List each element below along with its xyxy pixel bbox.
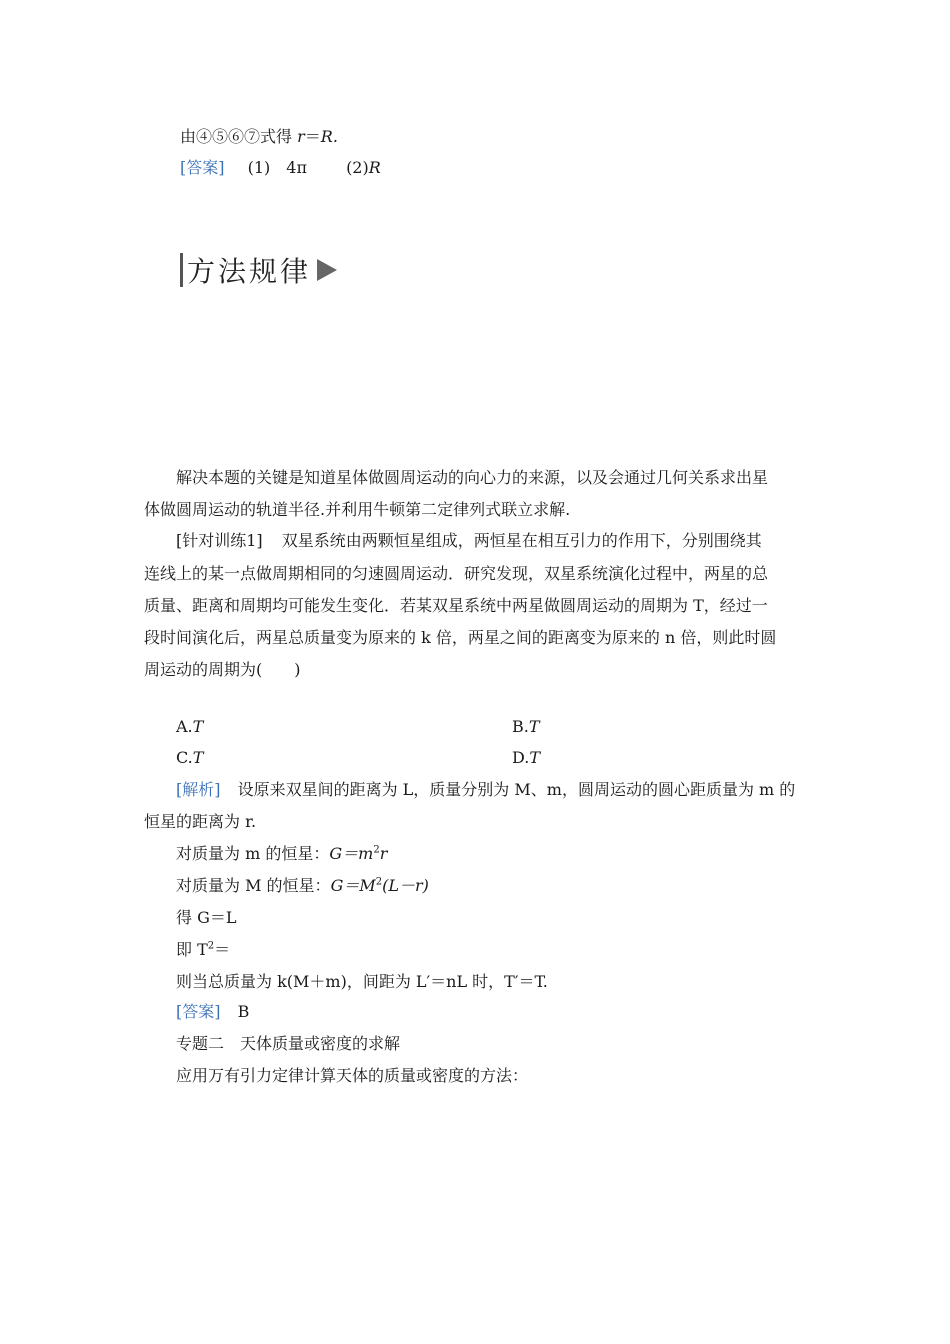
- option-b-letter: B.: [512, 717, 529, 736]
- equation-1: [176, 844, 387, 864]
- derivation-r: r: [297, 127, 305, 146]
- method-line-2: 体做圆周运动的轨道半径.并利用牛顿第二定律列式联立求解.: [144, 500, 571, 519]
- equation-4-prefix: 即 T: [176, 940, 208, 959]
- option-d: [512, 748, 540, 768]
- derivation-line: [180, 127, 338, 147]
- option-c-letter: C.: [176, 748, 193, 767]
- practice-line-4: 段时间演化后，两星总质量变为原来的 k 倍，两星之间的距离变为原来的 n 倍，则此时圆: [144, 628, 777, 647]
- option-d-value: T: [529, 748, 541, 767]
- derivation-prefix: 由④⑤⑥⑦式得: [180, 127, 298, 146]
- practice-line-3: 质量、距离和周期均可能发生变化．若某双星系统中两星做圆周运动的周期为 T，经过一: [144, 596, 768, 615]
- answer-line-1: [180, 158, 381, 178]
- equation-1-prefix: 对质量为 m 的恒星：: [176, 844, 330, 863]
- equation-1-sup: 2: [373, 844, 380, 856]
- practice-tag: [针对训练1]: [176, 531, 263, 550]
- heading-bar: [180, 253, 183, 287]
- option-c-value: T: [192, 748, 204, 767]
- play-triangle-icon: [317, 259, 337, 281]
- answer-2-value: B: [237, 1002, 250, 1021]
- equation-2-tail: (L－r): [382, 876, 429, 895]
- practice-line-2: 连线上的某一点做周期相同的匀速圆周运动．研究发现，双星系统演化过程中，两星的总: [144, 564, 769, 583]
- analysis-line-2: 恒星的距离为 r.: [144, 812, 257, 831]
- method-line-1: 解决本题的关键是知道星体做圆周运动的向心力的来源，以及会通过几何关系求出星: [176, 468, 769, 487]
- equation-1-tail: r: [379, 844, 388, 863]
- answer-line-2: [176, 1002, 249, 1022]
- equation-2-sup: 2: [375, 876, 383, 888]
- equation-2: [176, 876, 429, 896]
- answer-tag: [答案]: [180, 158, 225, 177]
- answer-2-tag: [答案]: [176, 1002, 221, 1021]
- option-b: [512, 717, 540, 737]
- section-heading: [180, 252, 337, 288]
- option-a: [176, 717, 203, 737]
- practice-line-1: [176, 531, 762, 551]
- equation-5: 则当总质量为 k(M＋m)，间距为 L′＝nL 时，T′＝T.: [176, 972, 548, 991]
- topic-two-title: 专题二 天体质量或密度的求解: [176, 1034, 401, 1053]
- analysis-line-1: [176, 780, 795, 800]
- section-heading-title: 方法规律: [187, 255, 312, 288]
- equation-4-tail: ＝: [214, 940, 231, 959]
- option-a-letter: A.: [176, 717, 193, 736]
- option-d-letter: D.: [512, 748, 530, 767]
- topic-two-intro: 应用万有引力定律计算天体的质量或密度的方法：: [176, 1066, 529, 1085]
- practice-line-5: 周运动的周期为( ): [144, 660, 301, 679]
- analysis-text-1: 设原来双星间的距离为 L，质量分别为 M、m，圆周运动的圆心距质量为 m 的: [237, 780, 796, 799]
- derivation-eq: ＝: [304, 127, 321, 146]
- option-a-value: T: [192, 717, 204, 736]
- option-c: [176, 748, 203, 768]
- derivation-R: R.: [320, 127, 338, 146]
- equation-2-prefix: 对质量为 M 的恒星：: [176, 876, 331, 895]
- equation-2-body: G＝M: [330, 876, 376, 895]
- answer-part-2-R: R: [368, 158, 381, 177]
- equation-4: [176, 940, 230, 960]
- answer-part-1: (1) 4π: [247, 158, 307, 177]
- analysis-tag: [解析]: [176, 780, 221, 799]
- equation-4-sup: 2: [207, 940, 215, 952]
- option-b-value: T: [528, 717, 540, 736]
- practice-text-1: 双星系统由两颗恒星组成，两恒星在相互引力的作用下，分别围绕其: [281, 531, 762, 550]
- equation-3: 得 G＝L: [176, 908, 237, 927]
- equation-1-body: G＝m: [329, 844, 374, 863]
- answer-part-2-num: (2): [346, 158, 369, 177]
